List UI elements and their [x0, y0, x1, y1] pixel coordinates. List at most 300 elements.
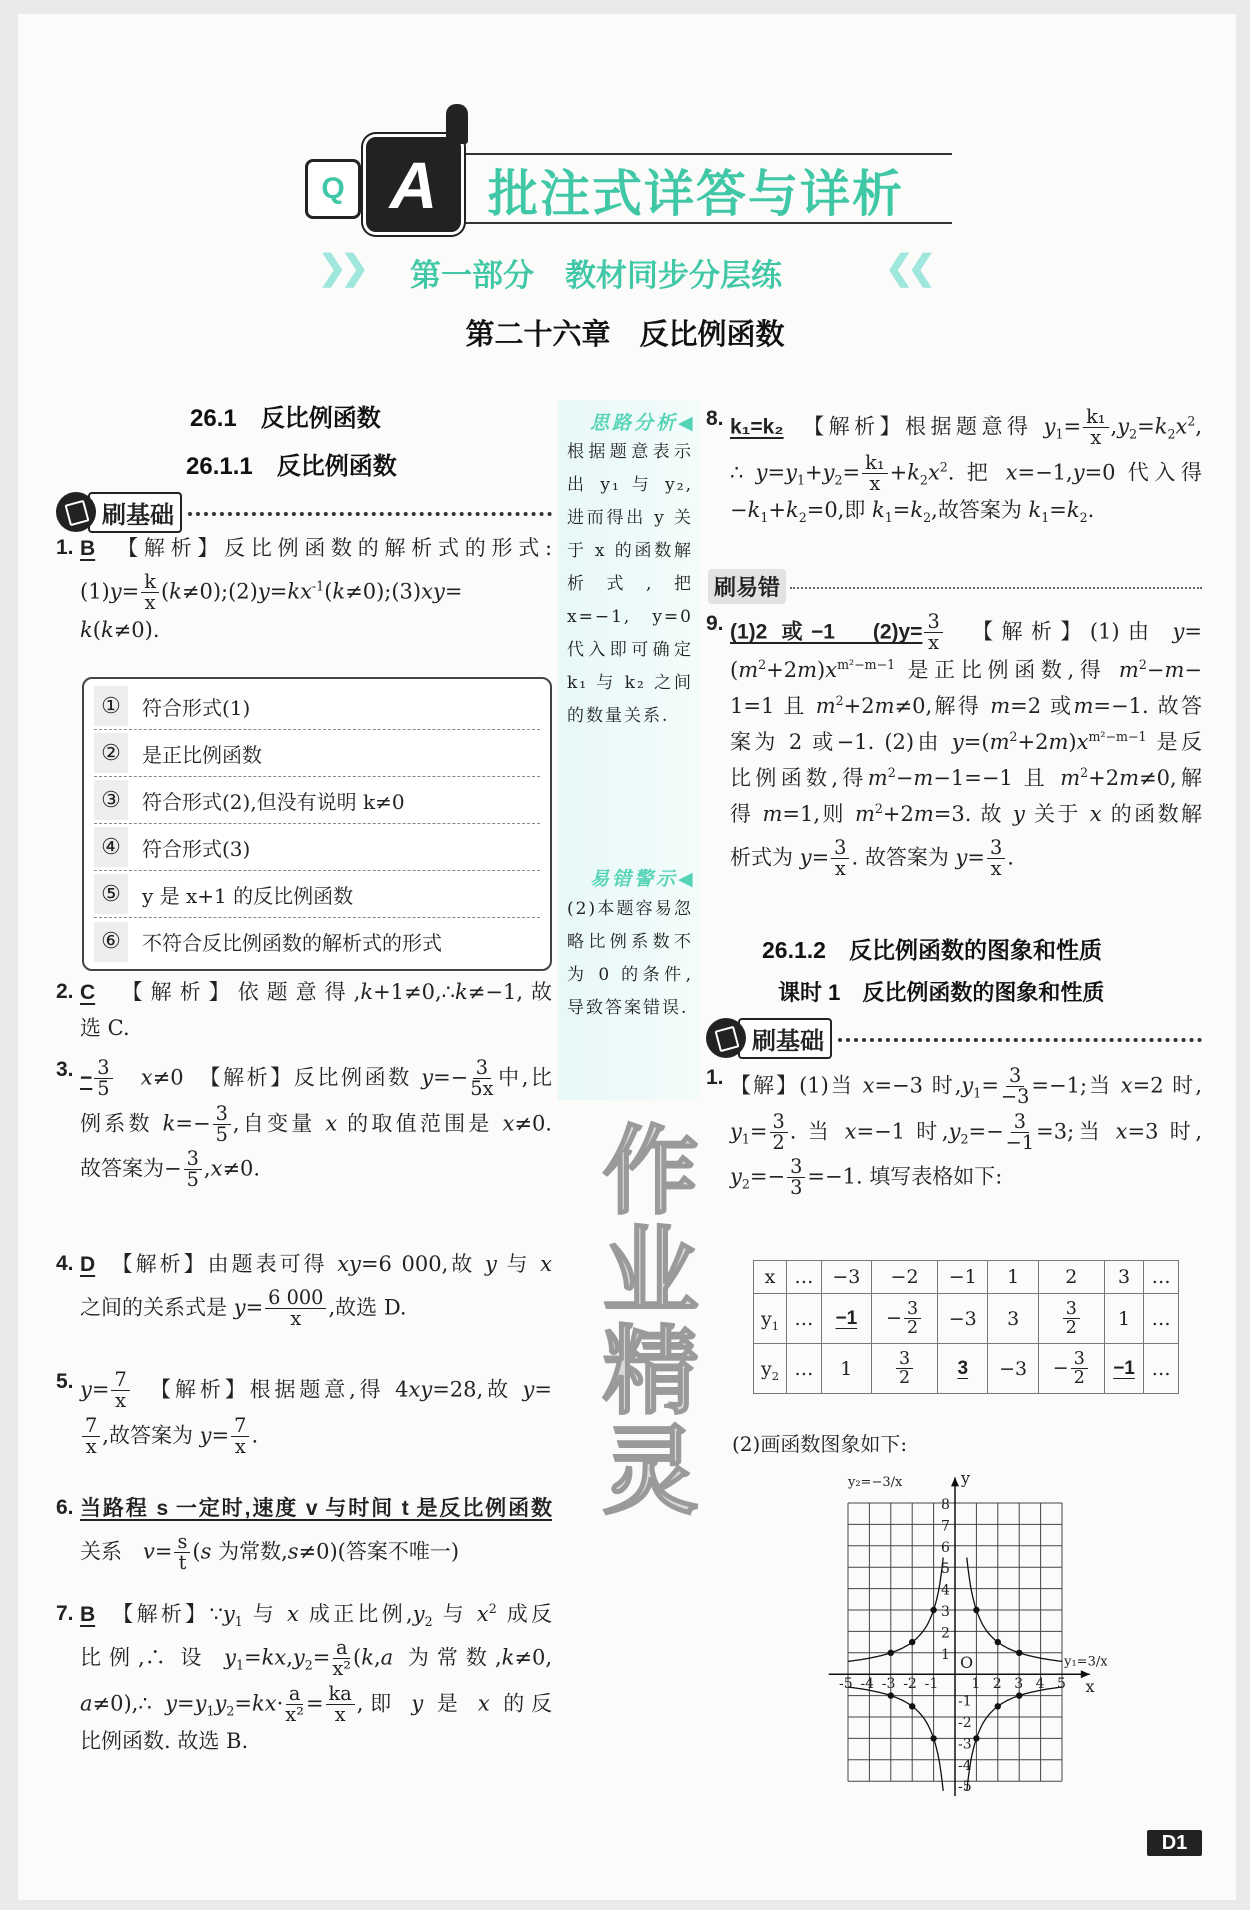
numerator: 3 [831, 838, 849, 859]
text-run: −1 [948, 1266, 977, 1288]
curve-y2 [967, 1687, 1062, 1791]
table-cell [1038, 1294, 1104, 1344]
text-run: ≠0),∴ [92, 1690, 166, 1715]
math-variable: x [1115, 1118, 1128, 1143]
fraction [141, 572, 159, 614]
text-run: ( [160, 579, 170, 604]
note-warning: (2)本题容易忽略比例系数不为 0 的条件,导致答案错误. [567, 899, 693, 1018]
data-point [930, 1607, 936, 1613]
text-run: 比例函数,得 [730, 765, 868, 790]
math-variable: k [872, 498, 885, 523]
math-variable: kx [287, 579, 312, 604]
math-variable: y [411, 1690, 424, 1715]
numerator: 3 [987, 838, 1005, 859]
analysis-label: 【解析】 [160, 1378, 250, 1402]
subscript: 2 [771, 1368, 779, 1383]
text-run: , [1110, 414, 1118, 439]
text-line [80, 1636, 552, 1682]
superscript: 2 [835, 692, 844, 708]
text-run: ,故答案为 [102, 1422, 200, 1447]
fraction [94, 1058, 112, 1100]
box-row [94, 777, 540, 824]
math-variable: y [1172, 619, 1185, 644]
text-run: =− [749, 1164, 786, 1189]
math-variable: k [907, 459, 920, 484]
math-variable: v [143, 1539, 155, 1564]
data-point [888, 1650, 894, 1656]
answer-item [56, 1056, 552, 1193]
math-variable: m [913, 765, 934, 790]
numerator: 3 [1071, 1350, 1088, 1369]
text-run: ,故选 D. [328, 1295, 407, 1320]
answer-item [56, 534, 552, 652]
y-tick-label: -3 [958, 1736, 972, 1753]
text-run [784, 414, 814, 438]
text-run: 的反 [489, 1690, 552, 1715]
denominator: 2 [1073, 1368, 1085, 1388]
math-variable: a [380, 1645, 394, 1670]
table-cell [754, 1261, 787, 1294]
text-run: = [892, 498, 911, 523]
text-run: 关系 [80, 1539, 143, 1564]
curve-y2 [848, 1558, 943, 1662]
analysis-label: 【解析】 [122, 1253, 208, 1276]
denominator: 2 [1065, 1318, 1077, 1338]
y-axis-arrow-icon [951, 1477, 959, 1486]
y-tick-label: 8 [941, 1497, 950, 1513]
math-variable: y [1117, 414, 1130, 439]
fraction [904, 1300, 921, 1338]
underlined-answer: −1 [1113, 1358, 1135, 1379]
math-variable: k [1028, 498, 1042, 523]
text-run: ) [1068, 729, 1077, 754]
math-variable: x [1005, 459, 1018, 484]
denominator: x [115, 1389, 127, 1413]
denominator: x [290, 1307, 302, 1331]
text-run: 比例函数. 故选 B. [80, 1729, 249, 1754]
text-run: 案为 2 或−1. (2)由 [730, 729, 952, 754]
y-tick-label: -5 [958, 1779, 972, 1796]
section-title: 26.1.2 反比例函数的图象和性质 [762, 937, 1102, 963]
table-cell [872, 1344, 938, 1394]
analysis-label: 【解析】 [813, 415, 906, 439]
text-line [80, 1014, 552, 1050]
math-variable: y [165, 1690, 178, 1715]
data-point [995, 1703, 1001, 1709]
denominator: 3 [790, 1176, 803, 1200]
x-tick-label: 2 [992, 1676, 1002, 1693]
row-text: 符合形式(1) [142, 695, 251, 720]
item-number: 1. [56, 536, 74, 559]
text-run: = [312, 1645, 331, 1670]
subscript: 1 [771, 1318, 779, 1333]
numerator: 3 [770, 1112, 788, 1133]
data-point [909, 1639, 915, 1645]
text-run: = [269, 579, 288, 604]
math-variable: x [862, 1073, 875, 1098]
row-marker: ② [94, 733, 128, 773]
text-run: ≠0)(答案不唯一) [298, 1539, 460, 1564]
text-run: +2 [766, 657, 798, 682]
answer-item [56, 1368, 552, 1459]
math-variable: m [738, 657, 759, 682]
math-variable: x [287, 1602, 299, 1626]
y-tick-label: -1 [958, 1693, 972, 1710]
dotted-divider [188, 512, 552, 516]
reader-figure-icon [446, 104, 468, 144]
numerator: 7 [231, 1416, 249, 1437]
text-run: − [730, 498, 748, 523]
text-run: 1 [1007, 1266, 1020, 1288]
table-cell [872, 1294, 938, 1344]
text-run: 依题意得, [237, 980, 361, 1004]
text-run: =3 时, [1127, 1118, 1203, 1143]
underlined-answer: (1)2 或−1 (2)y= [730, 620, 923, 644]
text-run: ≠0,解得 [894, 693, 991, 718]
fraction [987, 835, 1005, 880]
analysis-label: 【解析】 [122, 1603, 210, 1626]
text-run: 成正比例, [298, 1602, 413, 1626]
answer-item [56, 1600, 552, 1763]
text-line [80, 1600, 552, 1636]
text-run: ≠0. [222, 1156, 261, 1181]
y-tick-label: -2 [958, 1715, 972, 1731]
math-variable: k [162, 1110, 176, 1135]
math-variable: y [233, 1295, 246, 1320]
text-line [80, 616, 552, 652]
text-line [730, 656, 1202, 692]
row-marker: ① [94, 686, 128, 726]
text-run: x [764, 1266, 776, 1288]
y-axis-label: y [961, 1468, 971, 1488]
text-run: … [794, 1307, 814, 1330]
denominator: x² [332, 1657, 352, 1681]
math-variable: m [762, 801, 783, 826]
table-cell [786, 1261, 821, 1294]
fraction [326, 1681, 355, 1726]
math-variable: k [785, 498, 799, 523]
analysis-label: 【解析】 [982, 620, 1090, 644]
denominator: −1 [1005, 1130, 1035, 1154]
underlined-answer: B [80, 1603, 96, 1626]
math-variable: y [194, 1690, 207, 1715]
text-run: =−1. 填写表格如下: [807, 1164, 1003, 1189]
text-run: 的函数解 [1101, 801, 1202, 826]
text-line [80, 1102, 552, 1148]
superscript: 2 [887, 764, 896, 780]
denominator: −3 [1000, 1085, 1030, 1109]
math-variable: m [913, 801, 934, 826]
denominator: x² [285, 1702, 304, 1726]
denominator: x [990, 856, 1002, 880]
math-variable: y [222, 1602, 235, 1626]
numerator: s [174, 1532, 190, 1553]
chapter-title: 第二十六章 反比例函数 [465, 319, 785, 351]
text-run: = [967, 844, 985, 869]
analysis-box [82, 677, 552, 971]
math-variable: k [332, 579, 346, 604]
table-cell [1038, 1261, 1104, 1294]
math-variable: m [1118, 657, 1139, 682]
table-cell [1104, 1344, 1143, 1394]
subscript: 2 [919, 471, 928, 487]
text-run: − [886, 1306, 902, 1329]
numerator: 6 000 [265, 1288, 326, 1309]
text-run: … [1151, 1307, 1171, 1330]
text-run: +2 [1017, 729, 1049, 754]
text-run: = [1063, 414, 1082, 439]
table-cell [938, 1344, 988, 1394]
analysis-label: 【解析】 [127, 537, 225, 560]
text-run: 析式为 [730, 844, 800, 869]
subscript: 2 [424, 1614, 433, 1630]
math-variable: xy [408, 1377, 433, 1402]
text-run: ,即 [356, 1690, 412, 1715]
answer-item [56, 978, 552, 1050]
fraction [1071, 1350, 1088, 1388]
curve-y1 [967, 1558, 1062, 1662]
numerator: 3 [1063, 1300, 1080, 1319]
math-variable: a [80, 1690, 93, 1715]
math-variable: m [797, 657, 818, 682]
superscript: 2 [1187, 413, 1196, 429]
badge-label: 刷基础 [738, 1018, 832, 1059]
box-row [94, 730, 540, 777]
text-run: · [276, 1690, 284, 1715]
text-run: 根据题意,得 4 [249, 1377, 409, 1402]
text-run: −1=−1 且 [933, 765, 1061, 790]
y-tick-label: 2 [941, 1625, 950, 1642]
text-run: ≠0,解 [1139, 765, 1202, 790]
subscript: 1 [797, 471, 806, 487]
page-number: D1 [1147, 1830, 1202, 1856]
subscript: 2 [923, 510, 932, 526]
numerator: 3 [896, 1350, 913, 1369]
text-run: 是反 [1146, 729, 1202, 754]
text-run: =3. 故 [933, 801, 1013, 826]
fraction [213, 1101, 231, 1146]
text-line [730, 1110, 1202, 1156]
table-cell [821, 1261, 871, 1294]
denominator: 5x [470, 1077, 494, 1101]
subscript: 2 [960, 1130, 969, 1146]
text-run: = [444, 579, 463, 604]
item-body [80, 1600, 552, 1763]
text-run: = [1184, 619, 1203, 644]
watermark: 作业精灵 [589, 1120, 696, 1520]
row-marker: ③ [94, 780, 128, 820]
brush-icon [56, 492, 96, 532]
item-body [80, 1494, 552, 1576]
math-variable: m [990, 693, 1011, 718]
math-variable: k [169, 579, 182, 604]
curve-y1 [848, 1687, 943, 1791]
text-run: ( [192, 1539, 201, 1564]
table-cell [821, 1344, 871, 1394]
denominator: x [85, 1434, 97, 1458]
text-line [730, 800, 1202, 836]
row-marker: ⑤ [94, 874, 128, 914]
text-run: 比例,∴ 设 [80, 1645, 225, 1670]
text-line [80, 570, 552, 616]
table-cell [786, 1344, 821, 1394]
subscript: 2 [1079, 510, 1088, 526]
text-run: − [1146, 657, 1165, 682]
item-body [80, 1056, 552, 1193]
text-run: =3;当 [1036, 1118, 1116, 1143]
badge-label: 刷基础 [88, 492, 182, 533]
part2-text: (2)画函数图象如下: [732, 1432, 908, 1456]
badge-mistakes [708, 566, 1202, 606]
item-body [80, 1368, 552, 1459]
text-run: 是正比例函数,得 [895, 657, 1119, 682]
math-variable: x [502, 1110, 515, 1135]
table-cell [988, 1261, 1038, 1294]
item-body [80, 978, 552, 1050]
box-row [94, 683, 540, 730]
subsection-title: 26.1.1 反比例函数 [186, 453, 397, 480]
fraction [184, 1149, 202, 1191]
text-run: 与 [432, 1602, 477, 1626]
subscript: 1 [234, 1614, 243, 1630]
math-variable: m [1060, 765, 1081, 790]
text-line [80, 534, 552, 570]
text-run [115, 1065, 141, 1089]
math-variable: x [325, 1110, 338, 1135]
text-run: +2 [1088, 765, 1120, 790]
text-run: =−1. 故答 [1093, 693, 1203, 718]
math-variable: y [412, 1602, 425, 1626]
numerator: ka [326, 1684, 355, 1705]
x-tick-label: -5 [839, 1676, 853, 1693]
text-run: + [889, 459, 908, 484]
box-row [94, 918, 540, 965]
math-variable: m [1073, 693, 1094, 718]
item-body [80, 534, 552, 652]
text-run: 为常数, [211, 1539, 288, 1564]
denominator: 2 [898, 1368, 911, 1388]
math-variable: y [484, 1252, 497, 1276]
text-run: ≠−1,故 [467, 980, 552, 1004]
text-run: 根据题意得 [905, 414, 1044, 439]
text-run: 与 [496, 1252, 541, 1276]
math-variable: s [287, 1539, 299, 1564]
text-run: −3 [832, 1266, 861, 1288]
math-variable: kx [261, 1645, 287, 1670]
text-run: ≠0);(2) [181, 579, 258, 604]
math-variable: m [1119, 765, 1140, 790]
subscript: 2 [304, 1657, 313, 1673]
answer-item [706, 610, 1202, 881]
fraction [1083, 407, 1108, 449]
text-run: … [1151, 1266, 1171, 1288]
math-variable: m [989, 729, 1010, 754]
text-run: 之间的关系式是 [80, 1295, 234, 1320]
denominator: 5 [186, 1168, 199, 1192]
text-run: … [1151, 1357, 1171, 1380]
superscript: 2 [1138, 656, 1147, 672]
denominator: x [334, 1702, 346, 1726]
text-run [95, 1252, 122, 1276]
text-run: 中,比 [495, 1065, 552, 1090]
math-variable: y [224, 1645, 236, 1670]
table-cell [754, 1344, 787, 1394]
math-variable: y [730, 1164, 742, 1189]
math-variable: k [361, 1645, 374, 1670]
math-variable: k [1066, 498, 1080, 523]
text-run: 1=1 且 [730, 693, 816, 718]
text-run: ≠0);(3) [345, 579, 422, 604]
text-run: , [373, 1645, 381, 1670]
denominator: t [178, 1551, 187, 1575]
text-run: 反比例函数 [293, 1065, 422, 1090]
subscript: 2 [226, 1702, 235, 1718]
math-variable: m [1164, 657, 1185, 682]
subscript: 1 [884, 510, 893, 526]
table-row [754, 1294, 1179, 1344]
denominator: x [928, 631, 940, 655]
denominator: x [144, 591, 156, 615]
row-text: 符合形式(3) [142, 836, 251, 861]
brush-icon [706, 1018, 746, 1058]
item-body [80, 1250, 552, 1332]
function-graph [820, 1460, 1120, 1805]
text-run: ( [353, 1645, 362, 1670]
text-run: . [1007, 844, 1014, 869]
banner-title: 批注式详答与详析 [488, 166, 904, 222]
text-run: − [895, 765, 914, 790]
y-tick-label: 1 [941, 1646, 950, 1663]
y-tick-label: 6 [941, 1539, 950, 1556]
text-run: 的取值范围是 [337, 1110, 503, 1135]
math-variable: k [100, 617, 114, 642]
table-row [754, 1261, 1179, 1294]
fraction [111, 1370, 129, 1412]
text-run: 3 [1117, 1266, 1131, 1288]
table-cell [938, 1261, 988, 1294]
text-run: =−1;当 [1031, 1073, 1121, 1098]
superscript: 2 [1009, 728, 1018, 744]
text-run: ,自变量 [232, 1110, 326, 1135]
text-run: =− [175, 1110, 211, 1135]
fraction [1001, 1066, 1029, 1108]
table-cell [938, 1294, 988, 1344]
analysis-label: 【解】 [730, 1074, 800, 1098]
text-run: y [760, 1357, 772, 1380]
subscript: 2 [834, 471, 843, 487]
data-point [888, 1692, 894, 1698]
data-point [930, 1735, 936, 1741]
fraction [1063, 1300, 1080, 1338]
badge-label: 刷易错 [708, 569, 786, 604]
superscript: 2 [1080, 764, 1089, 780]
math-variable: x [140, 1065, 153, 1090]
subscript: 1 [741, 1130, 750, 1146]
superscript: 2 [488, 1601, 497, 1616]
subscript: 2 [798, 510, 807, 526]
text-line [730, 728, 1202, 764]
text-run: . 当 [789, 1118, 845, 1143]
text-run: 2 [1065, 1266, 1078, 1288]
item-number: 1. [706, 1066, 724, 1089]
math-variable: x [1175, 414, 1188, 439]
table-cell [1104, 1294, 1143, 1344]
math-variable: x [476, 1602, 489, 1626]
numerator: 3 [184, 1149, 202, 1170]
text-line [80, 1286, 552, 1332]
dotted-divider [790, 587, 1202, 589]
underlined-answer: −1 [835, 1308, 858, 1329]
